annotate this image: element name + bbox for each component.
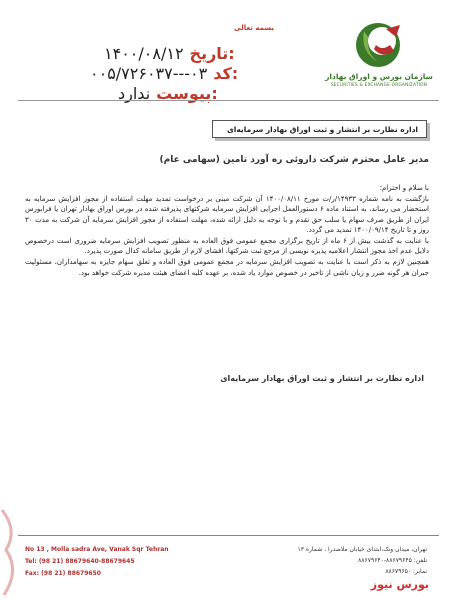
department-box: اداره نظارت بر انتشار و ثبت اوراق بهادار سرمایه‌ای <box>212 120 427 138</box>
footer-address-en: No 13 , Molla sadra Ave, Vanak Sqr Tehran <box>25 546 169 553</box>
footer-fax-en: Fax: (98 21) 88679650 <box>25 570 101 577</box>
watermark-icon <box>0 500 30 600</box>
greeting: با سلام و احترام؛ <box>379 184 429 192</box>
code-label: کد: <box>213 64 239 83</box>
basmala: بسمه تعالی <box>234 24 275 32</box>
header-divider <box>18 100 439 101</box>
date-value: ۱۴۰۰/۰۸/۱۲ <box>104 44 184 63</box>
brand-watermark: بورس نیوز <box>370 578 429 591</box>
attachment-label: پیوست: <box>156 84 218 103</box>
code-value: ۰۰۵/۷۲۶۰۳۷---۰۳ <box>90 64 208 83</box>
code-row <box>90 64 238 83</box>
footer-address-fa: تهران، میدان ونک،ابتدای خیابان ملاصدرا ، شماره ۱۳ <box>297 546 427 553</box>
date-row <box>104 44 235 63</box>
attachment-value: ندارد <box>118 84 151 103</box>
signature-line: اداره نظارت بر انتشار و ثبت اوراق بهادار سرمایه‌ای <box>220 374 424 383</box>
date-label: تاریخ: <box>189 44 235 63</box>
letter-body <box>25 183 429 279</box>
body-paragraph-2: با عنایت به گذشت بیش از ۶ ماه از تاریخ برگزاری مجمع عمومی فوق العاده به منظور تصویب افزایش سرمایه ضروری است درخصوص دلایل عدم اخذ مجوز انتشار اعلامیه پذیره نویسی از مرجع ثبت شرکتها، افشای لازم از طریق سامانه کدال صورت پذیرد. <box>25 237 429 256</box>
letter-subject: مدیر عامل محترم شرکت داروئی ره آورد تامین (سهامی عام) <box>159 155 429 165</box>
footer-fax-fa: نمابر: ۸۸۶۷۹۶۵۰ <box>385 568 427 575</box>
footer-tel-fa: تلفن: ۸۸۶۷۹۶۴۵-۸۸۶۷۹۶۴۰ <box>358 557 427 564</box>
body-paragraph-1: بازگشت به نامه شماره ۱۴۹۳۳/ر/ت مورخ ۱۴۰۰/۰۸/۱۱ آن شرکت مبنی بر درخواست تمدید مهلت استفاده از مجوز افزایش سرمایه به استحضار می رساند، به استناد ماده ۶ دستورالعمل اجرایی افزایش سرمایه شرکتهای پذیرفته شده در بورس اوراق بهادار تهران یا فرابورس ایران از طریق صرف سهام یا سلب حق تقدم و با توجه به دلیل ارائه شده، مهلت استفاده از مجوز افزایش سرمایه آن شرکت به مدت ۳۰ روز و تا تاریخ ۱۴۰۰/۰۹/۱۴ تمدید می گردد. <box>25 195 429 234</box>
footer-divider <box>18 535 439 536</box>
footer-contact-fa <box>298 544 428 577</box>
footer-tel-en: Tel: (98 21) 88679640-88679645 <box>25 558 135 565</box>
footer-contact-en <box>25 544 169 580</box>
logo-subtitle: SECURITIES & EXCHANGE ORGANIZATION <box>330 83 428 88</box>
logo-title: سازمان بورس و اوراق بهادار <box>325 72 433 81</box>
body-paragraph-3: همچنین لازم به ذکر است با عنایت به تصویب افزایش سرمایه در مجمع عمومی فوق العاده و تعلق سهام جایزه به سهامداران، مسئولیت جبران هر گونه ضرر و زیان ناشی از تاخیر در خصوص موارد یاد شده، بر عهده کلیه اعضای هیئت مدیره شرکت خواهد بود. <box>25 258 429 277</box>
